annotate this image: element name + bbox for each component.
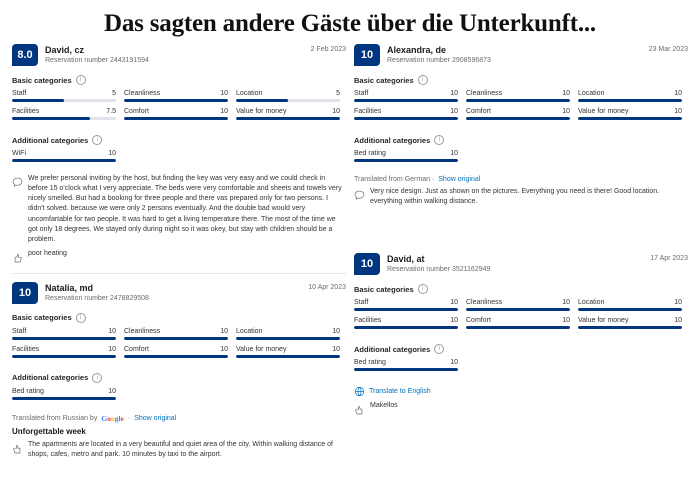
basic-categories-label: Basic categories bbox=[354, 75, 414, 85]
reservation-number: Reservation number 2908596873 bbox=[387, 57, 491, 64]
category-item bbox=[354, 90, 458, 102]
category-value: 10 bbox=[220, 90, 228, 97]
category-value: 7.5 bbox=[106, 108, 116, 115]
category-label: Value for money bbox=[578, 317, 629, 325]
info-icon[interactable]: i bbox=[92, 135, 102, 145]
category-item bbox=[12, 150, 116, 162]
review-header bbox=[12, 44, 346, 66]
divider bbox=[12, 273, 346, 274]
reviewer-name: David, cz bbox=[45, 45, 85, 55]
category-item bbox=[578, 299, 682, 311]
page-title: Das sagten andere Gäste über die Unterkunft... bbox=[104, 10, 596, 37]
basic-categories-label: Basic categories bbox=[12, 313, 72, 323]
basic-categories-grid bbox=[354, 299, 688, 335]
translation-note bbox=[12, 414, 346, 423]
category-label: Location bbox=[236, 327, 263, 335]
reservation-number: Reservation number 3521162949 bbox=[387, 266, 491, 274]
category-bar bbox=[124, 99, 228, 102]
category-label: Value for money bbox=[236, 345, 287, 353]
category-item bbox=[12, 328, 116, 340]
reviewer-name: David, at bbox=[387, 254, 425, 265]
translate-icon bbox=[354, 386, 365, 397]
review-text: The apartments are located in a very beautiful and quiet area of the city. Within walking distance of shops, cafes, metro and park. 10 minutes by taxi to the airport. bbox=[28, 440, 333, 459]
category-value: 10 bbox=[332, 108, 340, 115]
category-label: Location bbox=[578, 90, 605, 97]
category-bar bbox=[12, 337, 116, 340]
category-bar bbox=[578, 308, 682, 311]
category-label: Cleanliness bbox=[124, 90, 161, 97]
category-item bbox=[354, 317, 458, 329]
category-bar bbox=[578, 99, 682, 102]
dot-separator: · bbox=[127, 414, 131, 422]
review-score-badge: 8.0 bbox=[12, 44, 38, 66]
additional-categories-grid bbox=[354, 359, 688, 377]
show-original-link[interactable]: Show original bbox=[438, 176, 481, 183]
category-label: Facilities bbox=[354, 317, 382, 325]
category-bar bbox=[354, 99, 458, 102]
category-item bbox=[124, 90, 228, 102]
category-value: 10 bbox=[108, 345, 116, 353]
category-value: 10 bbox=[332, 327, 340, 335]
category-value: 10 bbox=[674, 317, 682, 325]
review-date: 10 Apr 2023 bbox=[308, 283, 346, 291]
category-label: Comfort bbox=[124, 345, 149, 353]
show-original-link[interactable]: Show original bbox=[134, 414, 177, 422]
category-item bbox=[354, 108, 458, 120]
category-label: Staff bbox=[12, 327, 27, 335]
review-title: Unforgettable week bbox=[12, 426, 86, 436]
review-comment bbox=[12, 440, 346, 460]
category-value: 10 bbox=[450, 359, 458, 367]
speech-bubble-icon bbox=[354, 188, 365, 199]
info-icon[interactable]: i bbox=[76, 313, 86, 323]
category-bar bbox=[236, 117, 340, 120]
category-bar bbox=[12, 99, 116, 102]
category-label: Facilities bbox=[12, 108, 40, 115]
review-score-badge: 10 bbox=[12, 282, 38, 304]
basic-categories-label: Basic categories bbox=[354, 284, 414, 294]
category-label: Value for money bbox=[578, 108, 629, 115]
category-value: 10 bbox=[450, 299, 458, 307]
review-comment bbox=[354, 401, 688, 413]
additional-categories-grid bbox=[12, 388, 346, 406]
category-label: Facilities bbox=[12, 345, 40, 353]
category-bar bbox=[354, 159, 458, 162]
category-item bbox=[466, 317, 570, 329]
reviewer-info bbox=[45, 282, 149, 302]
category-item bbox=[236, 108, 340, 120]
basic-categories-heading bbox=[354, 284, 688, 294]
category-value: 10 bbox=[450, 108, 458, 115]
review-header bbox=[354, 253, 688, 275]
review-text: Makellos bbox=[370, 402, 398, 410]
basic-categories-grid bbox=[12, 328, 346, 364]
category-label: Location bbox=[578, 299, 605, 307]
category-bar bbox=[12, 355, 116, 358]
info-icon[interactable]: i bbox=[434, 344, 444, 354]
category-label: Bed rating bbox=[354, 359, 386, 367]
translation-source: Translated from German · bbox=[354, 176, 435, 183]
review-header bbox=[12, 282, 346, 304]
additional-categories-label: Additional categories bbox=[354, 135, 431, 145]
reservation-number: Reservation number 2443191594 bbox=[45, 57, 149, 64]
category-value: 5 bbox=[336, 90, 340, 97]
additional-categories-heading bbox=[354, 135, 688, 145]
category-value: 10 bbox=[562, 108, 570, 115]
reviews-column-right bbox=[350, 38, 692, 466]
category-item bbox=[578, 108, 682, 120]
review-card bbox=[354, 38, 688, 213]
category-bar bbox=[466, 117, 570, 120]
basic-categories-grid bbox=[12, 90, 346, 126]
category-item bbox=[578, 90, 682, 102]
additional-categories-label: Additional categories bbox=[12, 135, 89, 145]
category-item bbox=[466, 90, 570, 102]
category-bar bbox=[124, 117, 228, 120]
review-card bbox=[12, 276, 346, 466]
category-value: 10 bbox=[562, 90, 570, 97]
category-bar bbox=[578, 117, 682, 120]
category-item bbox=[354, 299, 458, 311]
reviewer-name: Alexandra, de bbox=[387, 45, 447, 55]
category-value: 10 bbox=[674, 299, 682, 307]
basic-categories-grid bbox=[354, 90, 688, 126]
category-item bbox=[124, 346, 228, 358]
review-text: Very nice design. Just as shown on the pictures. Everything you need is there! Good location. everything within walking distance. bbox=[370, 188, 660, 206]
review-text: poor heating bbox=[28, 249, 67, 257]
category-item bbox=[354, 359, 458, 371]
category-label: Staff bbox=[12, 90, 27, 97]
category-value: 10 bbox=[108, 150, 116, 157]
category-bar bbox=[236, 355, 340, 358]
category-value: 5 bbox=[112, 90, 116, 97]
review-comment bbox=[12, 249, 346, 261]
basic-categories-heading bbox=[354, 75, 688, 85]
category-bar bbox=[354, 368, 458, 371]
translation-note bbox=[354, 176, 688, 183]
category-bar bbox=[354, 308, 458, 311]
review-score-badge: 10 bbox=[354, 253, 380, 275]
additional-categories-label: Additional categories bbox=[12, 373, 89, 383]
category-label: Location bbox=[236, 90, 263, 97]
category-value: 10 bbox=[108, 327, 116, 335]
category-value: 10 bbox=[220, 108, 228, 115]
basic-categories-heading bbox=[12, 313, 346, 323]
category-label: Bed rating bbox=[354, 150, 386, 157]
speech-bubble-icon bbox=[12, 175, 23, 186]
reviewer-info bbox=[387, 253, 490, 273]
category-label: Comfort bbox=[124, 108, 149, 115]
additional-categories-label: Additional categories bbox=[354, 344, 431, 354]
category-bar bbox=[466, 99, 570, 102]
category-item bbox=[12, 90, 116, 102]
translation-note bbox=[354, 385, 688, 397]
category-item bbox=[236, 90, 340, 102]
category-value: 10 bbox=[220, 345, 228, 353]
category-bar bbox=[578, 326, 682, 329]
review-header bbox=[354, 44, 688, 66]
category-item bbox=[12, 108, 116, 120]
category-label: Comfort bbox=[466, 317, 491, 325]
category-value: 10 bbox=[674, 90, 682, 97]
category-item bbox=[124, 328, 228, 340]
category-item bbox=[124, 108, 228, 120]
info-icon[interactable]: i bbox=[76, 75, 86, 85]
review-card bbox=[354, 247, 688, 419]
translate-to-english-link[interactable]: Translate to English bbox=[369, 387, 431, 395]
basic-categories-label: Basic categories bbox=[12, 75, 72, 85]
category-bar bbox=[466, 308, 570, 311]
category-label: Cleanliness bbox=[466, 299, 503, 307]
category-bar bbox=[466, 326, 570, 329]
category-bar bbox=[12, 117, 116, 120]
category-bar bbox=[354, 117, 458, 120]
category-item bbox=[236, 328, 340, 340]
category-label: Bed rating bbox=[12, 387, 44, 395]
category-bar bbox=[124, 337, 228, 340]
info-icon[interactable]: i bbox=[92, 373, 102, 383]
category-label: Value for money bbox=[236, 108, 287, 115]
review-text: We prefer personal inviting by the host, but finding the key was very easy and we could check in before 15 o'clock what I very appreciate. The beds were very comfortable and sheets and towels very nicely smelled. But had a booking for three people and there vas prepared only for two persons. I didn't solved. because we were only 2 persons eventually. And the double bad would very uncomfartable for two people. It was hard to get a living temperature there. The most of the time we got only 18 degrees. We stayed only during night so it was okey, but stay with children should be a problem. bbox=[28, 175, 342, 243]
review-comment bbox=[12, 174, 346, 245]
additional-categories-grid bbox=[354, 150, 688, 168]
thumbs-up-icon bbox=[12, 441, 23, 452]
review-score-badge: 10 bbox=[354, 44, 380, 66]
category-item bbox=[236, 346, 340, 358]
additional-categories-heading bbox=[12, 135, 346, 145]
review-comment bbox=[354, 187, 688, 207]
reviewer-info bbox=[387, 44, 491, 64]
category-label: Facilities bbox=[354, 108, 382, 115]
review-card bbox=[12, 38, 346, 267]
category-bar bbox=[236, 337, 340, 340]
info-icon[interactable]: i bbox=[418, 75, 428, 85]
category-item bbox=[12, 388, 116, 400]
category-item bbox=[466, 108, 570, 120]
thumbs-down-icon bbox=[12, 250, 23, 261]
basic-categories-heading bbox=[12, 75, 346, 85]
category-item bbox=[12, 346, 116, 358]
category-value: 10 bbox=[450, 317, 458, 325]
reservation-number: Reservation number 2478829508 bbox=[45, 294, 149, 302]
category-value: 10 bbox=[674, 108, 682, 115]
google-logo: Google bbox=[101, 413, 124, 423]
category-value: 10 bbox=[450, 90, 458, 97]
additional-categories-heading bbox=[12, 373, 346, 383]
category-bar bbox=[354, 326, 458, 329]
category-label: Comfort bbox=[466, 108, 491, 115]
category-bar bbox=[12, 159, 116, 162]
additional-categories-grid bbox=[12, 150, 346, 168]
category-item bbox=[466, 299, 570, 311]
category-bar bbox=[12, 397, 116, 400]
category-label: Cleanliness bbox=[466, 90, 503, 97]
info-icon[interactable]: i bbox=[434, 135, 444, 145]
category-value: 10 bbox=[562, 299, 570, 307]
category-bar bbox=[236, 99, 340, 102]
category-bar bbox=[124, 355, 228, 358]
category-value: 10 bbox=[332, 345, 340, 353]
thumbs-up-icon bbox=[354, 402, 365, 413]
review-date: 23 Mar 2023 bbox=[648, 46, 688, 53]
category-label: Cleanliness bbox=[124, 327, 161, 335]
category-label: WiFi bbox=[12, 150, 26, 157]
review-date: 17 Apr 2023 bbox=[650, 255, 688, 263]
reviewer-info bbox=[45, 44, 149, 64]
review-date: 2 Feb 2023 bbox=[310, 46, 346, 53]
reviews-column-left bbox=[8, 38, 350, 466]
reviews-columns bbox=[0, 38, 700, 466]
category-item bbox=[354, 150, 458, 162]
info-icon[interactable]: i bbox=[418, 284, 428, 294]
category-value: 10 bbox=[562, 317, 570, 325]
reviewer-name: Natalia, md bbox=[45, 282, 94, 293]
category-label: Staff bbox=[354, 299, 369, 307]
category-item bbox=[578, 317, 682, 329]
category-label: Staff bbox=[354, 90, 369, 97]
category-value: 10 bbox=[450, 150, 458, 157]
category-value: 10 bbox=[220, 327, 228, 335]
category-value: 10 bbox=[108, 387, 116, 395]
additional-categories-heading bbox=[354, 344, 688, 354]
translation-source: Translated from Russian by bbox=[12, 414, 98, 422]
